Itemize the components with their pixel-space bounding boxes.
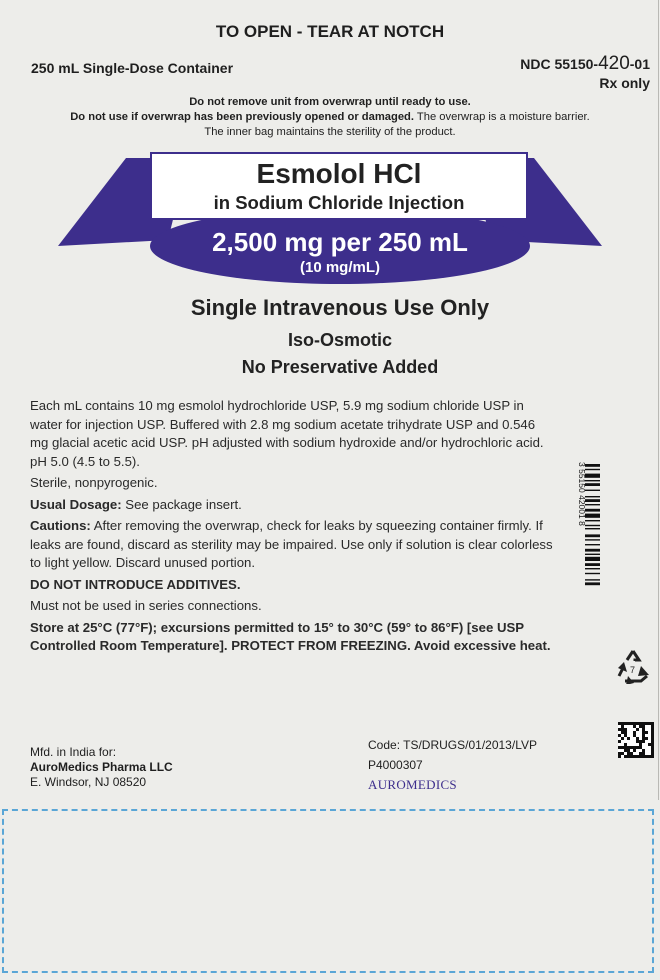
- matrix-cell: [630, 746, 633, 749]
- matrix-cell: [627, 752, 630, 755]
- matrix-cell: [648, 743, 651, 746]
- matrix-cell: [627, 746, 630, 749]
- matrix-cell: [618, 755, 621, 758]
- data-matrix-icon: [618, 722, 654, 758]
- barcode-bar: [585, 557, 600, 561]
- dosage: Usual Dosage: See package insert.: [30, 496, 242, 512]
- matrix-cell: [624, 746, 627, 749]
- barcode-bar: [585, 534, 600, 537]
- matrix-cell: [636, 722, 639, 725]
- matrix-cell: [648, 722, 651, 725]
- barcode-bar: [585, 573, 600, 574]
- matrix-cell: [621, 728, 624, 731]
- matrix-cell: [651, 746, 654, 749]
- recycle-number: 7: [630, 665, 636, 675]
- barcode-bar: [585, 554, 600, 555]
- matrix-cell: [642, 725, 645, 728]
- matrix-cell: [651, 731, 654, 734]
- matrix-cell: [621, 725, 624, 728]
- matrix-cell: [633, 734, 636, 737]
- matrix-cell: [618, 746, 621, 749]
- matrix-cell: [642, 734, 645, 737]
- barcode-bar: [585, 563, 600, 566]
- matrix-cell: [642, 722, 645, 725]
- matrix-cell: [651, 740, 654, 743]
- matrix-cell: [627, 755, 630, 758]
- matrix-cell: [618, 728, 621, 731]
- sterile-note: Sterile, nonpyrogenic.: [30, 475, 158, 490]
- matrix-cell: [651, 749, 654, 752]
- barcode-bar: [585, 549, 600, 552]
- matrix-cell: [633, 722, 636, 725]
- matrix-cell: [639, 755, 642, 758]
- matrix-cell: [639, 740, 642, 743]
- matrix-cell: [621, 737, 624, 740]
- matrix-cell: [633, 725, 636, 728]
- matrix-cell: [621, 731, 624, 734]
- matrix-cell: [633, 749, 636, 752]
- usage-preservative: No Preservative Added: [241, 357, 439, 377]
- matrix-cell: [651, 737, 654, 740]
- matrix-cell: [651, 743, 654, 746]
- label-details: [30, 397, 555, 659]
- matrix-cell: [645, 722, 648, 725]
- matrix-cell: [618, 734, 621, 737]
- rx-only: Rx only: [599, 75, 650, 91]
- barcode-bar: [585, 568, 600, 569]
- product-name: Esmolol HCl: [256, 158, 422, 189]
- matrix-cell: [633, 731, 636, 734]
- matrix-cell: [642, 752, 645, 755]
- matrix-cell: [627, 722, 630, 725]
- matrix-cell: [651, 752, 654, 755]
- ndc-number: NDC 55150-420-01: [520, 53, 650, 74]
- license-code: Code: TS/DRUGS/01/2013/LVP: [368, 738, 537, 752]
- matrix-cell: [642, 749, 645, 752]
- matrix-cell: [639, 725, 642, 728]
- matrix-cell: [636, 740, 639, 743]
- container-size: 250 mL Single-Dose Container: [31, 60, 234, 76]
- matrix-cell: [624, 743, 627, 746]
- matrix-cell: [624, 734, 627, 737]
- brand-wordmark: AUROMEDICS: [368, 777, 457, 792]
- usage-route: Single Intravenous Use Only: [190, 295, 490, 320]
- matrix-cell: [630, 755, 633, 758]
- matrix-cell: [645, 731, 648, 734]
- matrix-cell: [651, 722, 654, 725]
- matrix-cell: [624, 731, 627, 734]
- barcode-bar: [585, 528, 600, 529]
- no-additives: DO NOT INTRODUCE ADDITIVES.: [30, 576, 241, 592]
- product-title-box: [150, 152, 528, 220]
- matrix-cell: [621, 752, 624, 755]
- cautions: Cautions: After removing the overwrap, check for leaks by squeezing container firmly. If leaks are found, discard as sterility may be impaired. Use only if solution is clear colorless to light yellow. Discard unused portion.: [30, 518, 553, 570]
- barcode-bar: [585, 579, 600, 580]
- series-note: Must not be used in series connections.: [30, 598, 262, 613]
- barcode: [576, 462, 600, 627]
- matrix-cell: [618, 740, 621, 743]
- matrix-cell: [642, 728, 645, 731]
- matrix-cell: [651, 734, 654, 737]
- part-number: P4000307: [368, 758, 423, 772]
- product-subtitle: in Sodium Chloride Injection: [213, 192, 465, 213]
- matrix-cell: [624, 722, 627, 725]
- matrix-cell: [639, 743, 642, 746]
- matrix-cell: [639, 746, 642, 749]
- matrix-cell: [633, 755, 636, 758]
- dashed-label-area: [2, 809, 654, 973]
- matrix-cell: [651, 725, 654, 728]
- overwrap-warning: Do not remove unit from overwrap until ready to use. Do not use if overwrap has been previously opened or damaged. The overwrap is a moisture barrier. The inner bag maintains the sterility of the product.: [70, 96, 590, 138]
- matrix-cell: [636, 755, 639, 758]
- matrix-cell: [621, 746, 624, 749]
- matrix-cell: [627, 737, 630, 740]
- matrix-cell: [624, 728, 627, 731]
- recycle-icon: [614, 648, 652, 684]
- matrix-cell: [636, 737, 639, 740]
- matrix-cell: [618, 752, 621, 755]
- storage: Store at 25°C (77°F); excursions permitted to 15° to 30°C (59° to 86°F) [see USP Controlled Room Temperature]. PROTECT FROM FREEZING. Avoid excessive heat.: [30, 619, 551, 653]
- tear-notice: TO OPEN - TEAR AT NOTCH: [215, 22, 445, 41]
- matrix-cell: [639, 752, 642, 755]
- matrix-cell: [624, 755, 627, 758]
- barcode-bar: [585, 539, 600, 540]
- matrix-cell: [636, 746, 639, 749]
- manufacturer: Mfd. in India for: AuroMedics Pharma LLC E. Windsor, NJ 08520: [30, 745, 173, 789]
- matrix-cell: [651, 755, 654, 758]
- barcode-bar: [585, 544, 600, 545]
- matrix-cell: [630, 752, 633, 755]
- composition: Each mL contains 10 mg esmolol hydrochloride USP, 5.9 mg sodium chloride USP in water for injection USP. Buffered with 2.8 mg sodium acetate trihydrate USP and 0.546 mg glacial acetic acid USP. pH adjusted with sodium hydroxide and/or hydrochloric acid. pH 5.0 (4.5 to 5.5).: [30, 398, 544, 469]
- matrix-cell: [618, 722, 621, 725]
- matrix-cell: [645, 737, 648, 740]
- matrix-cell: [633, 746, 636, 749]
- matrix-cell: [642, 740, 645, 743]
- matrix-cell: [636, 728, 639, 731]
- matrix-cell: [630, 722, 633, 725]
- matrix-cell: [642, 755, 645, 758]
- product-strength: 2,500 mg per 250 mL: [212, 227, 468, 257]
- matrix-cell: [639, 722, 642, 725]
- barcode-digits: 3 55150 42001 8: [577, 462, 587, 526]
- matrix-cell: [627, 749, 630, 752]
- matrix-cell: [621, 722, 624, 725]
- usage-osmotic: Iso-Osmotic: [287, 330, 393, 350]
- matrix-cell: [651, 728, 654, 731]
- barcode-bar: [585, 582, 600, 585]
- matrix-cell: [648, 755, 651, 758]
- matrix-cell: [642, 737, 645, 740]
- matrix-cell: [642, 731, 645, 734]
- matrix-cell: [645, 755, 648, 758]
- code-block: [368, 735, 537, 795]
- product-concentration: (10 mg/mL): [299, 259, 380, 276]
- matrix-cell: [624, 749, 627, 752]
